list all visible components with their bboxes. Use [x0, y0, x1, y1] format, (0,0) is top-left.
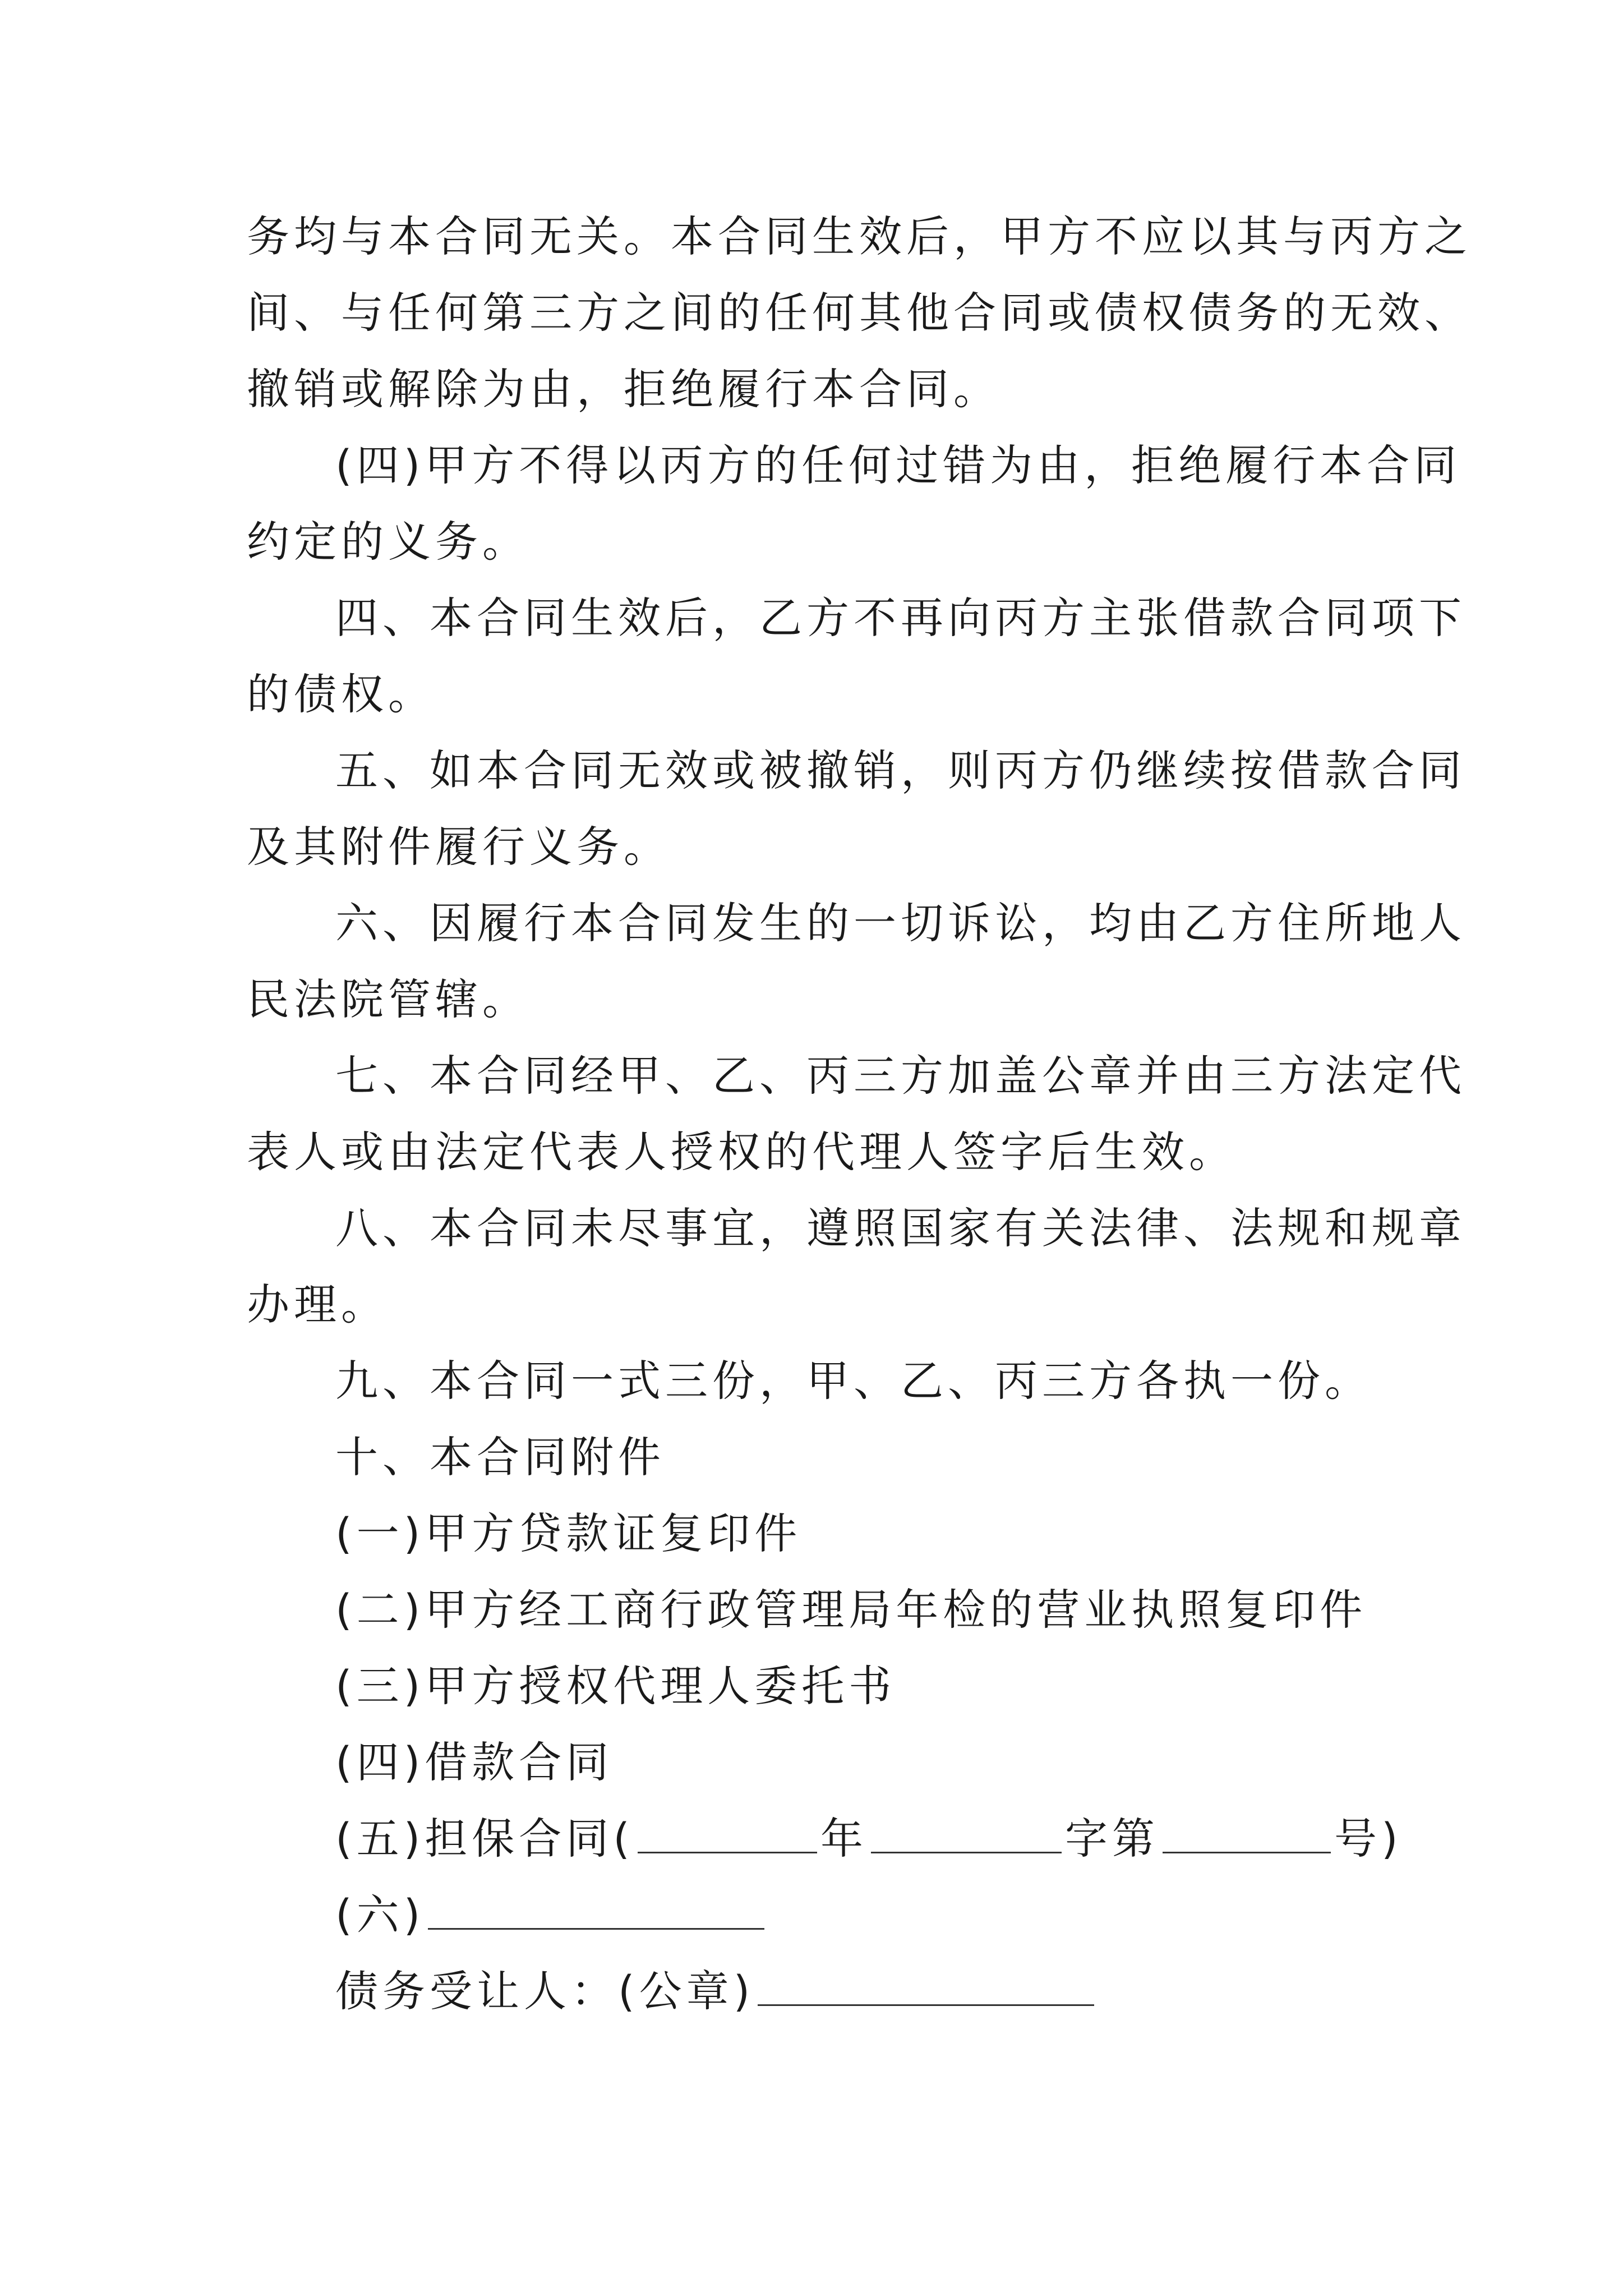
paragraph-line: 七、本合同经甲、乙、丙三方加盖公章并由三方法定代 [335, 1051, 1466, 1101]
attachment-item: (四)借款合同 [335, 1737, 614, 1787]
other-blank-field[interactable] [428, 1889, 764, 1930]
paragraph-line: 八、本合同未尽事宜，遵照国家有关法律、法规和规章 [335, 1203, 1466, 1253]
paragraph-line: 九、本合同一式三份，甲、乙、丙三方各执一份。 [335, 1356, 1372, 1406]
paragraph-line: (四)甲方不得以丙方的任何过错为由，拒绝履行本合同 [335, 440, 1461, 490]
attachment-item-guarantee [335, 1811, 1403, 1867]
attachment-item: (三)甲方授权代理人委托书 [335, 1661, 896, 1711]
other-prefix: (六) [335, 1890, 425, 1940]
attachment-item: (二)甲方经工商行政管理局年检的营业执照复印件 [335, 1585, 1367, 1635]
paragraph-line: 五、如本合同无效或被撤销，则丙方仍继续按借款合同 [335, 746, 1466, 795]
attachment-item-other [335, 1887, 768, 1943]
paragraph-line: 约定的义务。 [247, 517, 529, 567]
paragraph-line: 六、因履行本合同发生的一切诉讼，均由乙方住所地人 [335, 898, 1466, 948]
assignee-seal-field[interactable] [758, 1965, 1094, 2006]
paragraph-line: 办理。 [247, 1280, 388, 1329]
year-blank-field[interactable] [638, 1812, 817, 1853]
paragraph-line: 务均与本合同无关。本合同生效后，甲方不应以其与丙方之 [247, 211, 1472, 261]
number-blank-field[interactable] [1163, 1812, 1331, 1853]
paragraph-line: 民法院管辖。 [247, 974, 529, 1024]
paragraph-line: 表人或由法定代表人授权的代理人签字后生效。 [247, 1127, 1236, 1177]
attachment-item: (一)甲方贷款证复印件 [335, 1508, 802, 1558]
zi-blank-field[interactable] [871, 1812, 1062, 1853]
paragraph-line: 的债权。 [247, 669, 435, 719]
hao-label: 号) [1334, 1814, 1403, 1864]
section-heading: 十、本合同附件 [335, 1432, 665, 1482]
signature-line [335, 1963, 1098, 2019]
paragraph-line: 撤销或解除为由，拒绝履行本合同。 [247, 364, 1000, 414]
zi-label: 字第 [1064, 1814, 1159, 1864]
assignee-label: 债务受让人：(公章) [335, 1966, 755, 2016]
paragraph-line: 四、本合同生效后，乙方不再向丙方主张借款合同项下 [335, 593, 1466, 643]
guarantee-prefix: (五)担保合同( [335, 1814, 634, 1864]
year-label: 年 [820, 1814, 868, 1864]
paragraph-line: 间、与任何第三方之间的任何其他合同或债权债务的无效、 [247, 288, 1472, 338]
paragraph-line: 及其附件履行义务。 [247, 822, 671, 872]
